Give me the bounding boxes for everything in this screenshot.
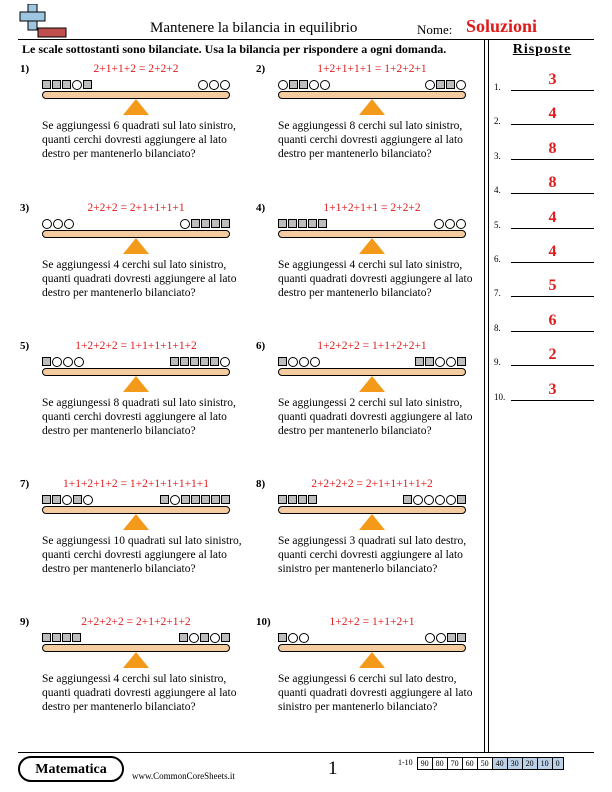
answer-row [494, 210, 594, 230]
answer-line [511, 228, 594, 229]
answer-line [511, 193, 594, 194]
problem-question: Se aggiungessi 4 cerchi sul lato sinistro, quanti quadrati dovresti aggiungere al lato destro per mantenerlo bilanciato? [42, 259, 237, 299]
circle-icon [220, 80, 230, 90]
problem-question: Se aggiungessi 3 quadrati sul lato destro, quanti cerchi dovresti aggiungere al lato sinistro per mantenerlo bilanciato? [278, 535, 467, 575]
fulcrum-icon [123, 652, 149, 668]
score-label: 1-10 [398, 758, 413, 767]
problem-question: Se aggiungessi 10 quadrati sul lato sinistro, quanti cerchi dovresti aggiungere al lato destro per mantenerlo bilanciato? [42, 535, 242, 575]
fulcrum-icon [359, 514, 385, 530]
circle-icon [220, 357, 230, 367]
circle-icon [189, 633, 199, 643]
square-icon [211, 495, 220, 504]
square-icon [210, 357, 219, 366]
square-icon [180, 357, 189, 366]
score-cell: 50 [477, 757, 493, 770]
circle-icon [425, 80, 435, 90]
answer-number: 5. [494, 219, 501, 230]
fulcrum-icon [123, 99, 149, 115]
answer-row [494, 106, 594, 126]
problem-number: 2) [256, 63, 266, 75]
answer-value: 4 [548, 208, 557, 226]
square-icon [200, 633, 209, 642]
header-rule [18, 39, 594, 40]
circle-icon [424, 495, 434, 505]
square-icon [201, 495, 210, 504]
right-pan [42, 633, 230, 643]
square-icon [447, 633, 456, 642]
circle-icon [434, 219, 444, 229]
circle-icon [425, 633, 435, 643]
answer-number: 1. [494, 82, 501, 92]
problem-question: Se aggiungessi 2 cerchi sul lato sinistro, quanti quadrati dovresti aggiungere al lato destro per mantenerlo bilanciato? [278, 397, 473, 437]
score-cell: 70 [447, 757, 463, 770]
footer-rule [18, 752, 594, 753]
answer-value: 2 [548, 346, 557, 364]
answer-line [511, 159, 594, 160]
answer-row [494, 313, 594, 333]
problem-question: Se aggiungessi 8 cerchi sul lato sinistro, quanti cerchi dovresti aggiungere al lato destro per mantenerlo bilanciato? [278, 120, 463, 160]
score-cell: 30 [507, 757, 523, 770]
square-icon [190, 357, 199, 366]
circle-icon [446, 495, 456, 505]
fulcrum-icon [359, 652, 385, 668]
square-icon [170, 357, 179, 366]
problem-question: Se aggiungessi 4 cerchi sul lato sinistro, quanti quadrati dovresti aggiungere al lato destro per mantenerlo bilanciato? [278, 259, 473, 299]
problem-question: Se aggiungessi 4 cerchi sul lato sinistro, quanti quadrati dovresti aggiungere al lato destro per mantenerlo bilanciato? [42, 673, 237, 713]
answer-row [494, 72, 594, 92]
problem-question: Se aggiungessi 6 cerchi sul lato destro, quanti quadrati dovresti aggiungere al lato sinistro per mantenerlo bilanciato? [278, 673, 473, 713]
logo-icon [18, 4, 68, 38]
right-pan [42, 357, 230, 367]
problem-1 [20, 63, 250, 193]
answer-line [511, 262, 594, 263]
right-pan [42, 219, 230, 229]
problem-number: 3) [20, 202, 30, 214]
site-url: www.CommonCoreSheets.it [132, 771, 235, 781]
circle-icon [209, 80, 219, 90]
balance-beam [278, 368, 466, 376]
problem-equation: 2+1+1+2 = 2+2+2 [93, 63, 179, 75]
problem-10 [256, 616, 486, 746]
problem-equation: 1+2+1+1+1 = 1+2+2+1 [317, 63, 427, 75]
problem-8 [256, 478, 486, 608]
problem-number: 9) [20, 616, 30, 628]
problem-equation: 1+2+2 = 1+1+2+1 [329, 616, 415, 628]
square-icon [436, 80, 445, 89]
problem-7 [20, 478, 250, 608]
answer-row [494, 382, 594, 402]
problem-equation: 1+2+2+2 = 1+1+2+2+1 [317, 340, 427, 352]
right-pan [42, 495, 230, 505]
balance-beam [42, 230, 230, 238]
right-pan [278, 80, 466, 90]
answer-number: 10. [494, 391, 506, 402]
answer-number: 3. [494, 150, 501, 161]
problem-4 [256, 202, 486, 332]
answer-value: 6 [548, 311, 557, 329]
answer-line [511, 365, 594, 366]
fulcrum-icon [359, 376, 385, 392]
fulcrum-icon [123, 376, 149, 392]
fulcrum-icon [123, 514, 149, 530]
fulcrum-icon [359, 238, 385, 254]
balance-beam [42, 506, 230, 514]
square-icon [221, 219, 230, 228]
problem-5 [20, 340, 250, 470]
answer-number: 9. [494, 357, 501, 368]
balance-beam [278, 230, 466, 238]
answer-row [494, 141, 594, 161]
square-icon [446, 80, 455, 89]
subject-badge: Matematica [18, 756, 124, 782]
right-pan [278, 633, 466, 643]
name-value: Soluzioni [466, 16, 538, 36]
right-pan [42, 80, 230, 90]
score-cell: 20 [522, 757, 538, 770]
answer-line [511, 124, 594, 125]
answer-row [494, 347, 594, 367]
problem-number: 10) [256, 616, 271, 628]
answer-number: 6. [494, 254, 501, 264]
square-icon [191, 219, 200, 228]
score-cell: 10 [537, 757, 553, 770]
circle-icon [170, 495, 180, 505]
right-pan [278, 495, 466, 505]
instructions: Le scale sottostanti sono bilanciate. Usa la bilancia per rispondere a ogni domanda. [22, 42, 447, 56]
circle-icon [210, 633, 220, 643]
problem-number: 1) [20, 63, 30, 75]
square-icon [425, 357, 434, 366]
answers-title: Risposte [512, 42, 572, 57]
problem-number: 6) [256, 340, 266, 352]
column-divider [488, 40, 489, 752]
score-table [398, 757, 564, 770]
balance-beam [278, 644, 466, 652]
problem-equation: 1+2+2+2 = 1+1+1+1+1+2 [75, 340, 197, 352]
problem-question: Se aggiungessi 8 quadrati sul lato sinistro, quanti cerchi dovresti aggiungere al lato destro per mantenerlo bilanciato? [42, 397, 236, 437]
square-icon [200, 357, 209, 366]
answer-line [511, 331, 594, 332]
problem-number: 7) [20, 478, 30, 490]
circle-icon [180, 219, 190, 229]
balance-beam [42, 368, 230, 376]
problem-3 [20, 202, 250, 332]
right-pan [278, 357, 466, 367]
answer-value: 4 [548, 243, 557, 260]
problem-equation: 2+2+2+2 = 2+1+1+1+1+2 [311, 478, 433, 490]
answer-row [494, 175, 594, 195]
square-icon [160, 495, 169, 504]
score-cell: 60 [462, 757, 478, 770]
square-icon [179, 633, 188, 642]
square-icon [457, 495, 466, 504]
square-icon [201, 219, 210, 228]
square-icon [415, 357, 424, 366]
balance-beam [42, 644, 230, 652]
problem-number: 4) [256, 202, 266, 214]
circle-icon [436, 633, 446, 643]
balance-beam [42, 91, 230, 99]
balance-beam [278, 91, 466, 99]
answer-value: 3 [548, 380, 557, 398]
circle-icon [413, 495, 423, 505]
square-icon [221, 495, 230, 504]
answer-row [494, 278, 594, 298]
square-icon [211, 219, 220, 228]
name-label: Nome: [417, 22, 453, 37]
square-icon [191, 495, 200, 504]
square-icon [181, 495, 190, 504]
circle-icon [435, 495, 445, 505]
answer-line [511, 400, 594, 401]
answer-value: 4 [548, 105, 557, 123]
answer-value: 8 [548, 139, 557, 157]
problem-number: 8) [256, 478, 266, 490]
page-number: 1 [328, 758, 338, 779]
balance-beam [278, 506, 466, 514]
square-icon [403, 495, 412, 504]
fulcrum-icon [123, 238, 149, 254]
circle-icon [198, 80, 208, 90]
circle-icon [446, 357, 456, 367]
score-cell: 0 [552, 757, 564, 770]
fulcrum-icon [359, 99, 385, 115]
page-title: Mantenere la bilancia in equilibrio [150, 20, 358, 36]
answer-number: 7. [494, 288, 501, 299]
answer-number: 2. [494, 116, 501, 127]
problem-number: 5) [20, 340, 30, 352]
circle-icon [456, 80, 466, 90]
problem-equation: 1+1+2+1+2 = 1+2+1+1+1+1+1 [62, 478, 210, 490]
answer-number: 4. [494, 185, 501, 196]
right-pan [278, 219, 466, 229]
answer-value: 8 [548, 174, 557, 192]
problem-2 [256, 63, 486, 193]
circle-icon [456, 219, 466, 229]
problem-question: Se aggiungessi 6 quadrati sul lato sinistro, quanti cerchi dovresti aggiungere al lato destro per mantenerlo bilanciato? [42, 120, 236, 160]
answer-value: 5 [548, 277, 557, 295]
problem-9 [20, 616, 250, 746]
answer-value: 3 [548, 71, 557, 88]
answer-line [511, 90, 594, 91]
score-cell: 40 [492, 757, 508, 770]
circle-icon [435, 357, 445, 367]
problem-equation: 2+2+2+2 = 2+1+2+1+2 [81, 616, 191, 628]
answer-line [511, 296, 594, 297]
problem-6 [256, 340, 486, 470]
circle-icon [445, 219, 455, 229]
square-icon [221, 633, 230, 642]
answer-row [494, 244, 594, 264]
score-cell: 80 [432, 757, 448, 770]
square-icon [457, 357, 466, 366]
problem-equation: 1+1+2+1+1 = 2+2+2 [323, 202, 421, 214]
square-icon [457, 633, 466, 642]
score-cell: 90 [417, 757, 433, 770]
answer-number: 8. [494, 322, 501, 333]
problem-equation: 2+2+2 = 2+1+1+1+1 [87, 202, 185, 214]
